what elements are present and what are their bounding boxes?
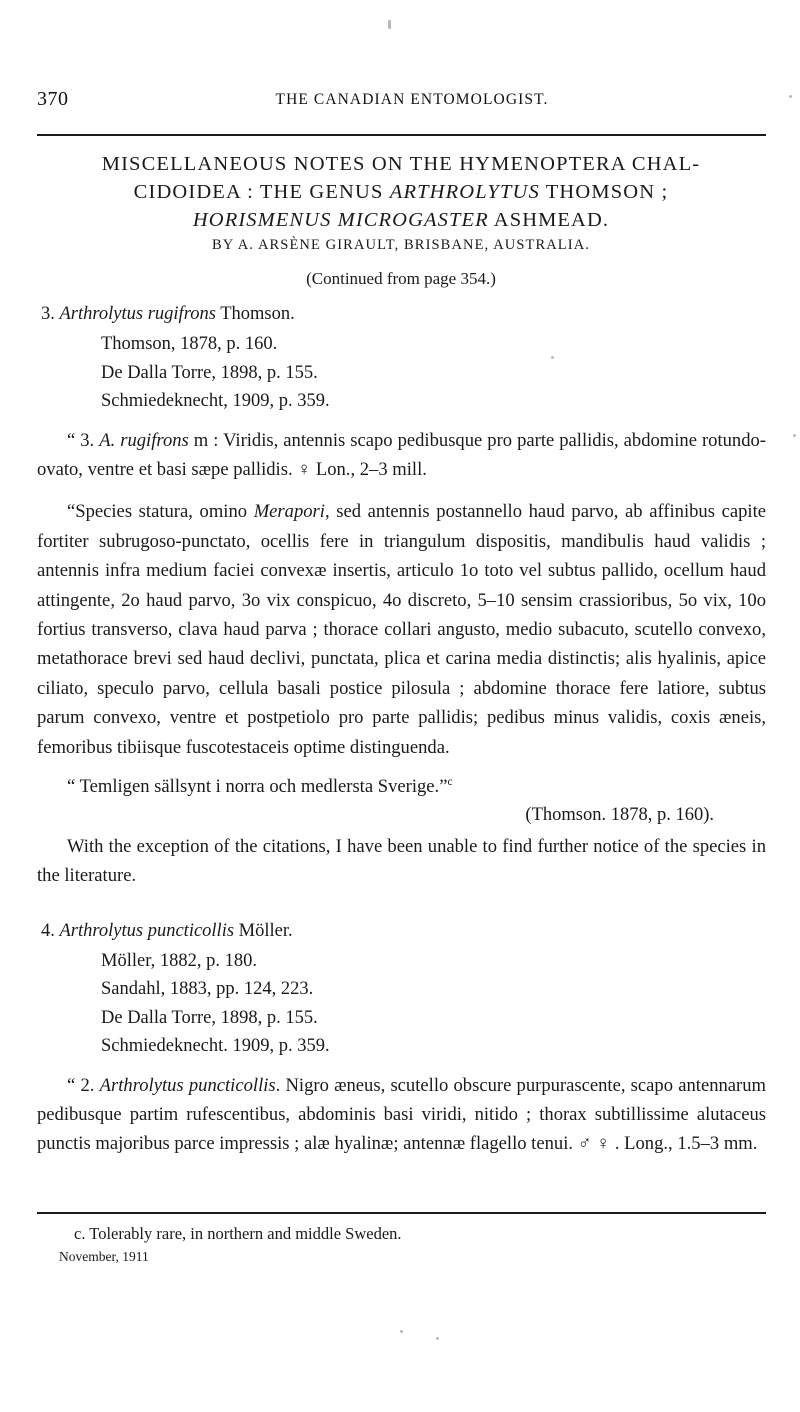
header-rule [37, 134, 766, 136]
reference-item: Schmiedeknecht, 1909, p. 359. [101, 391, 330, 411]
quote-body: m : Viridis, antennis scapo pedibusque pro parte pallidis, abdomine rotundo-ovato, ventre et basi sæpe pallidis. ♀ Lon., 2–3 mill. [37, 429, 767, 480]
folio-page-number: 370 [37, 88, 69, 110]
footnote-block [37, 1222, 766, 1268]
article-title-line-2 [34, 178, 768, 206]
quoted-species-abbrev: A. rugifrons [99, 429, 189, 451]
title-line-2-text-a: CIDOIDEA : THE GENUS [133, 181, 390, 203]
scan-speck [436, 1337, 439, 1340]
species-heading-4 [37, 917, 766, 946]
continued-from-note: (Continued from page 354.) [306, 269, 496, 288]
scan-speck [551, 356, 554, 359]
reference-item: De Dalla Torre, 1898, p. 155. [101, 362, 318, 383]
footnote-rule [37, 1212, 766, 1214]
swedish-quote-text: “ Temligen sällsynt i norra och medlersta Sverige.” [67, 775, 448, 797]
quote-body: , sed antennis postannello haud parvo, ab affinibus capite fortiter subrugoso-punctato, ocellis fere in triangulum dispositis, mandibulis haud validis ; antennis infra medium faciei convexæ insertis, articulo 1o toto vel subtus pallido, ocellum haud attingente, 2o haud parvo, 3o vix conspicuo, 4o discreto, 5–10 sensim crassioribus, 5o vix, 10o fortius transverso, clava haud parva ; thorace collari angusto, medio subacuto, scutello convexo, metathorace brevi sed haud declivi, punctata, plica et carina media distinctis; alis hyalinis, apice ciliato, speculo parvo, cellula basali postice pilosula ; abdomine thorace fere latiore, subtus parum convexo, ventre et postpetiolo pro parte pallidis; pedibus minus validis, coxis æneis, femoribus tibiisque fuscotestaceis optime distinguenda. [37, 501, 766, 758]
article-body [37, 300, 766, 1159]
title-line-3-text-b: ASHMEAD. [488, 209, 610, 231]
scan-speck [793, 434, 796, 437]
quoted-description-3a [37, 426, 766, 485]
quoted-swedish-note [37, 772, 766, 801]
footnote-text: c. Tolerably rare, in northern and middle Sweden. [74, 1224, 402, 1243]
quote-body: . Nigro æneus, scutello obscure purpurascente, scapo antennarum pedibusque partim rufescentibus, abdominis basi viridi, nitido ; thorax subtillissime alutaceus punctis majoribus parce impressis ; alæ hyalinæ; antennæ flagello tenui. ♂ ♀ . Long., 1.5–3 mm. [37, 1074, 766, 1155]
article-title-line-3 [34, 206, 768, 234]
quoted-description-3b [37, 497, 766, 762]
species-authority-4: Möller. [234, 920, 293, 941]
footnote-marker-c: c [447, 775, 453, 788]
species-heading-3 [37, 300, 766, 329]
reference-item: Thomson, 1878, p. 160. [101, 334, 278, 354]
reference-item: Sandahl, 1883, pp. 124, 223. [101, 979, 314, 1000]
reference-item: Möller, 1882, p. 180. [101, 950, 257, 971]
byline-author: BY A. ARSÈNE GIRAULT, BRISBANE, AUSTRALIA. [212, 237, 590, 253]
species-authority-3: Thomson. [215, 304, 295, 324]
species-number-4: 4. [41, 920, 55, 941]
title-species-horismenus: HORISMENUS MICROGASTER [192, 209, 489, 231]
quote-prefix: “Species statura, omino [67, 501, 254, 523]
section-spacer [37, 891, 766, 917]
species-name-3: Arthrolytus rugifrons [59, 304, 216, 324]
article-title-line-1: MISCELLANEOUS NOTES ON THE HYMENOPTERA CHAL- [101, 153, 701, 175]
reference-item: Schmiedeknecht. 1909, p. 359. [101, 1036, 330, 1057]
scan-speck [400, 1330, 403, 1333]
source-citation-3: (Thomson. 1878, p. 160). [525, 805, 714, 826]
scan-speck [789, 95, 792, 98]
quote-prefix: “ 3. [67, 429, 100, 451]
journal-title: THE CANADIAN ENTOMOLOGIST. [275, 91, 549, 108]
article-title [34, 150, 768, 234]
quote-prefix: “ 2. [67, 1074, 100, 1096]
running-head [37, 88, 765, 112]
species-number-3: 3. [41, 304, 55, 324]
species-name-4: Arthrolytus puncticollis [59, 920, 235, 941]
reference-item: De Dalla Torre, 1898, p. 155. [101, 1007, 318, 1028]
quoted-species-puncticollis: Arthrolytus puncticollis [99, 1074, 276, 1096]
scan-speck [388, 20, 391, 29]
title-genus-arthrolytus: ARTHROLYTUS [389, 181, 540, 203]
issue-date: November, 1911 [59, 1249, 149, 1264]
closing-remark-3: With the exception of the citations, I have been unable to find further notice of the species in the literature. [37, 835, 766, 887]
title-line-2-text-b: THOMSON ; [539, 181, 669, 203]
quoted-description-4a [37, 1071, 766, 1159]
quoted-genus-merapori: Merapori [253, 501, 325, 523]
